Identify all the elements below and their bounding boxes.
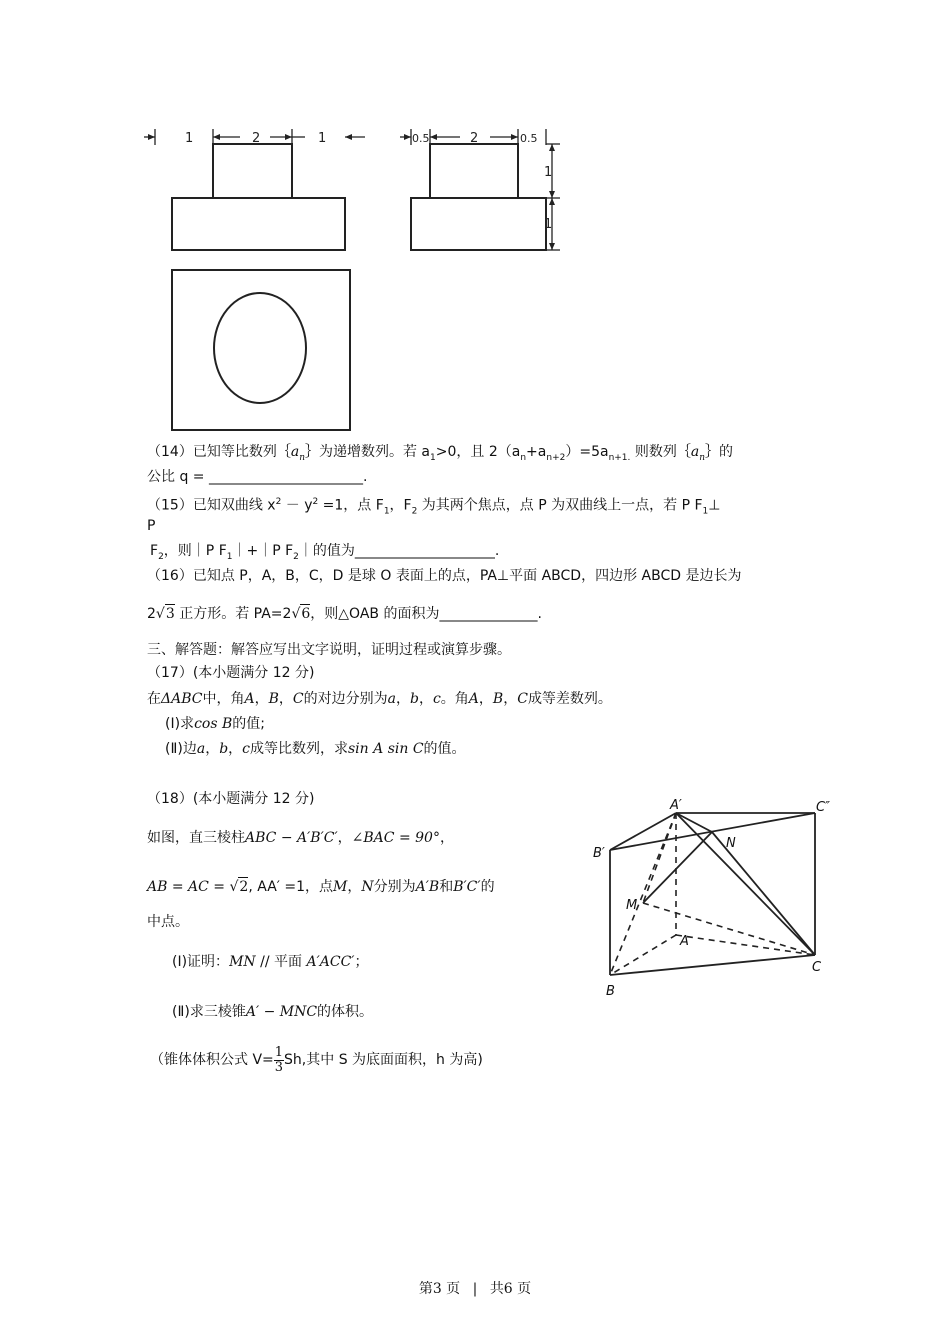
q17-part1: (Ⅰ)求cos B的值; [165,716,265,732]
q18-header: （18）(本小题满分 12 分) [147,791,315,807]
side-view-top-block [430,144,518,198]
label-B: B [606,984,615,999]
dim-label: 2 [470,131,479,146]
section-3-heading: 三、解答题：解答应写出文字说明，证明过程或演算步骤。 [147,642,511,658]
label-B-prime: B′ [593,846,605,861]
q14-line1: （14）已知等比数列$\{a_n\}$为递增数列。若 $a_1>0$，且 $2(a_n+a_{n+2})=5a_{n+1.}$ 则数列$\{a_n\}$的 [147,444,734,463]
dim-label: 1 [544,217,553,232]
label-A-prime: A′ [670,798,682,813]
fraction-one-third: $\frac{1}{3}$ [274,1044,284,1075]
label-N: N [726,836,736,851]
front-view-top-block [213,144,292,198]
q17-line1: 在ΔABC中，角A，B，C的对边分别为a，b，c。角A，B，C成等差数列。 [147,691,612,707]
dim-label: 0.5 [412,132,430,145]
q17-header: （17）(本小题满分 12 分) [147,665,315,681]
q15-line1: （15）已知双曲线 $x^2 - y^2 =1$，点 $F_1$，$F_2$ 为其两个焦点，点 P 为双曲线上一点，若 P $F_1\perp$ [147,497,721,517]
q14-line2: 公比 q = ______________________. [147,469,368,485]
label-C: C [812,960,822,975]
dim-label: 2 [252,131,261,146]
front-view-base [172,198,345,250]
page-number: 第3 页 [418,1281,461,1297]
three-view-figure [140,120,570,440]
label-M: M [626,898,638,913]
prism-figure [590,795,840,1010]
dim-label: 1 [544,165,553,180]
side-view-base [411,198,546,250]
q18-part2: (Ⅱ)求三棱锥A′ − MNC的体积。 [172,1004,374,1020]
q18-line1: 如图，直三棱柱ABC − A′B′C′，∠BAC = 90°， [147,830,454,846]
page-footer [0,1278,950,1298]
label-C-dprime: C″ [816,800,830,815]
footer-separator: | [472,1281,478,1297]
dim-label: 0.5 [520,132,538,145]
q18-line2: AB = AC = √2, AA′ =1，点M，N分别为A′B和B′C′的 [147,879,495,895]
q18-part1: (Ⅰ)证明：MN // 平面 A′ACC′； [172,954,369,970]
q18-formula-note: （锥体体积公式 V= $\frac{1}{3}$ Sh,其中 S 为底面面积，h 为高) [150,1044,483,1075]
dim-label: 1 [185,131,194,146]
top-view-circle [214,293,306,403]
q16-line2: 2√3 正方形。若 PA=2√6，则△OAB 的面积为______________. [147,606,542,622]
label-A: A [680,934,689,949]
q18-line3: 中点。 [147,914,189,930]
page-total: 共6 页 [489,1281,532,1297]
q15-line3: $F_2$，则｜P $F_1|+|P$ $F_2|$的值为____________________. [150,543,500,562]
q15-line2: P [147,518,156,534]
q17-part2: (Ⅱ)边a，b，c成等比数列，求sin A sin C的值。 [165,741,466,757]
q16-line1: （16）已知点 P，A，B，C，D 是球 O 表面上的点，PA⊥平面 ABCD，四边形 ABCD 是边长为 [147,568,742,584]
dim-label: 1 [318,131,327,146]
